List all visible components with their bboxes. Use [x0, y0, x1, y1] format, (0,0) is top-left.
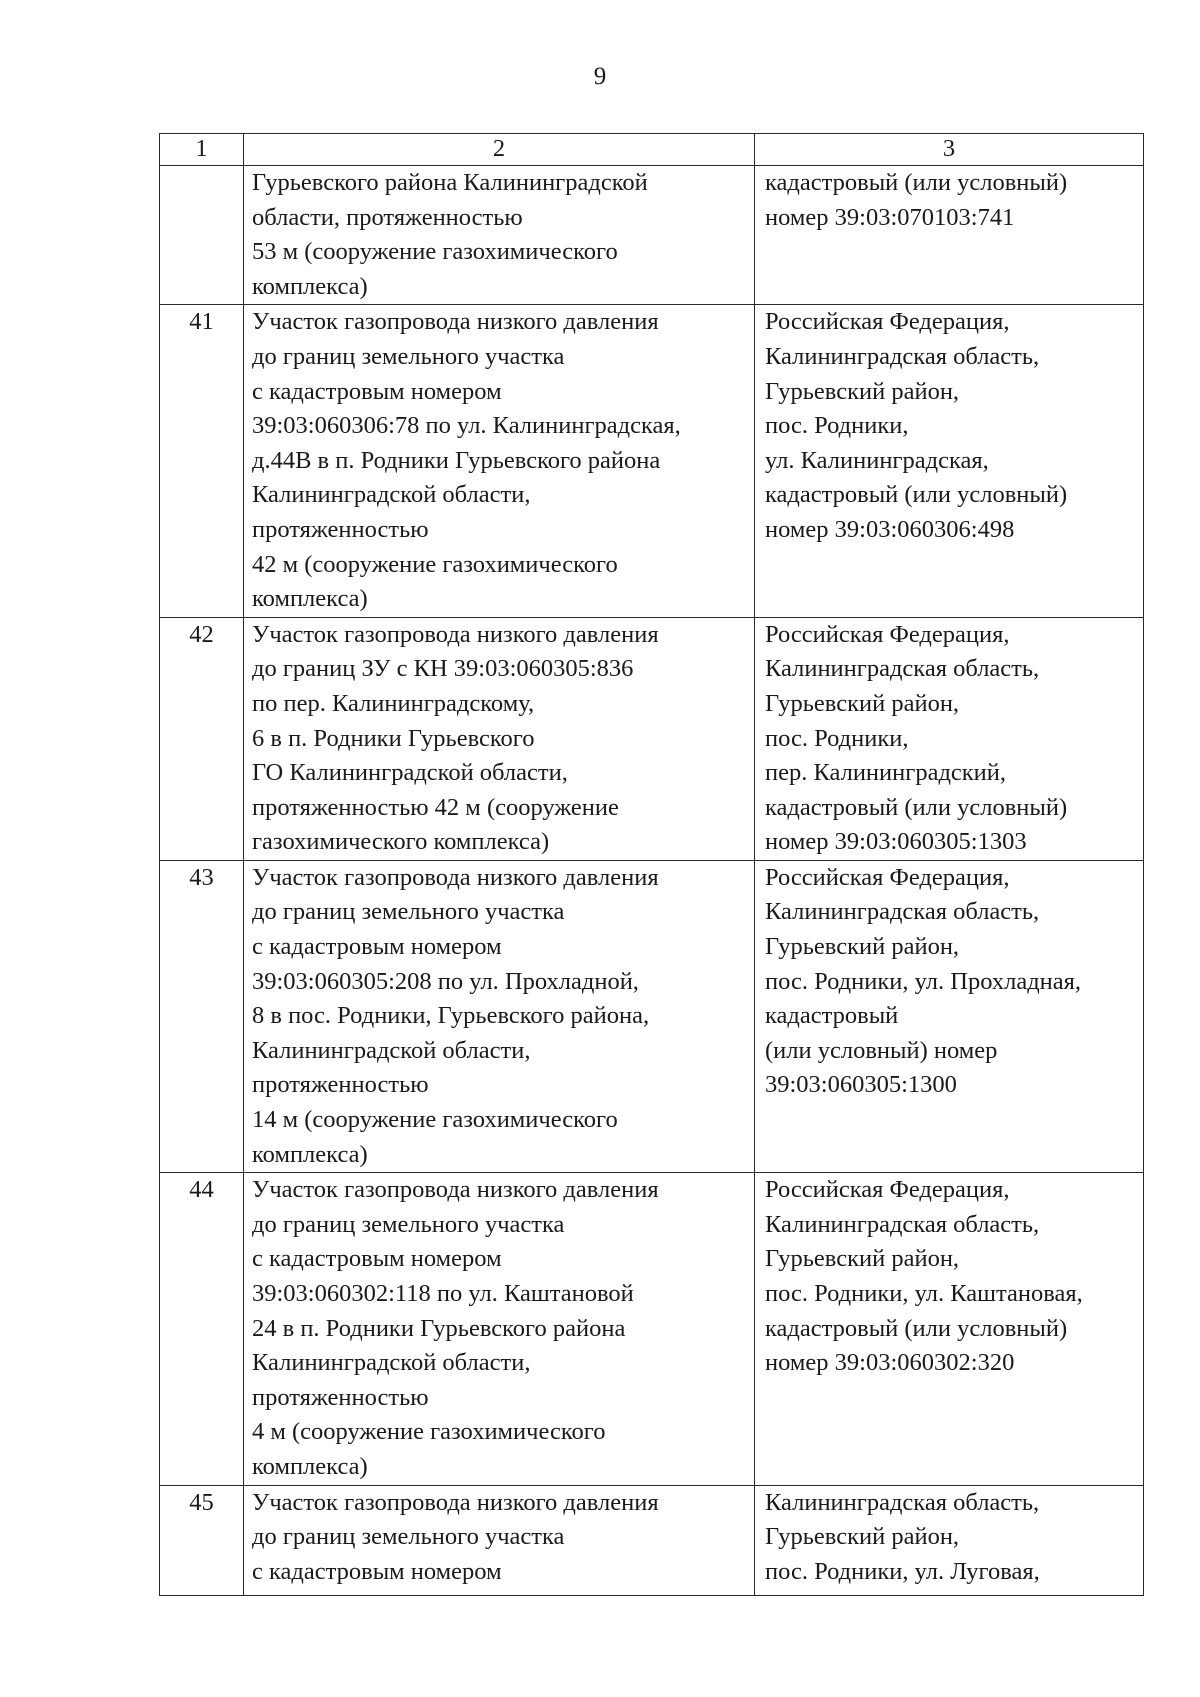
- property-table: [159, 133, 1144, 1596]
- table-header-row: [160, 134, 1144, 166]
- description-line: 39:03:060302:118 по ул. Каштановой: [252, 1280, 634, 1307]
- address-line: Калининградская область,: [765, 898, 1040, 926]
- description-line: протяженностью 42 м (сооружение: [252, 793, 619, 821]
- description-line: Участок газопровода низкого давления: [252, 620, 659, 648]
- row-number-cell: 43: [160, 860, 244, 1172]
- address-line: пос. Родники,: [765, 412, 909, 440]
- description-line: Участок газопровода низкого давления: [252, 308, 659, 336]
- description-line: до границ ЗУ с КН 39:03:060305:836: [252, 655, 634, 683]
- description-line: протяженностью: [252, 515, 429, 543]
- table-row: [160, 166, 1144, 305]
- address-line: номер 39:03:060302:320: [765, 1349, 1015, 1377]
- address-cell: [755, 617, 1144, 860]
- description-cell: [244, 1173, 755, 1485]
- address-line: Калининградская область,: [765, 655, 1040, 683]
- description-cell: [244, 1485, 755, 1595]
- description-line: ГО Калининградской области,: [252, 759, 568, 787]
- description-line: Участок газопровода низкого давления: [252, 1488, 659, 1516]
- address-cell: [755, 305, 1144, 617]
- table-row: [160, 1485, 1144, 1595]
- address-line: пос. Родники, ул. Прохладная,: [765, 967, 1082, 995]
- column-header-description: 2: [244, 134, 755, 166]
- description-line: 39:03:060306:78 по ул. Калининградская,: [252, 412, 681, 440]
- description-line: до границ земельного участка: [252, 342, 565, 370]
- description-line: 53 м (сооружение газохимического: [252, 238, 618, 266]
- address-line: ул. Калининградская,: [765, 446, 989, 474]
- address-cell: [755, 1173, 1144, 1485]
- address-cell: [755, 1485, 1144, 1595]
- description-line: Участок газопровода низкого давления: [252, 1176, 659, 1204]
- description-line: комплекса): [252, 1452, 368, 1480]
- address-line: Гурьевский район,: [765, 933, 960, 961]
- address-line: Гурьевский район,: [765, 1523, 960, 1551]
- address-line: Калининградская область,: [765, 1488, 1040, 1516]
- description-line: протяженностью: [252, 1071, 429, 1099]
- address-line: пос. Родники, ул. Каштановая,: [765, 1280, 1083, 1307]
- description-line: 39:03:060305:208 по ул. Прохладной,: [252, 967, 639, 995]
- address-cell: [755, 166, 1144, 305]
- row-number-cell: 44: [160, 1173, 244, 1485]
- description-line: до границ земельного участка: [252, 1523, 565, 1551]
- description-line: 8 в пос. Родники, Гурьевского района,: [252, 1002, 650, 1030]
- column-header-number: 1: [160, 134, 244, 166]
- address-line: Калининградская область,: [765, 342, 1040, 370]
- address-line: Калининградская область,: [765, 1210, 1040, 1238]
- description-line: 14 м (сооружение газохимического: [252, 1106, 618, 1134]
- address-line: Российская Федерация,: [765, 863, 1010, 891]
- address-line: пос. Родники, ул. Луговая,: [765, 1557, 1040, 1585]
- page-number: 9: [593, 63, 607, 90]
- address-line: Российская Федерация,: [765, 620, 1010, 648]
- address-line: номер 39:03:060305:1303: [765, 828, 1027, 856]
- description-cell: [244, 305, 755, 617]
- description-line: Калининградской области,: [252, 1036, 531, 1064]
- description-line: с кадастровым номером: [252, 1245, 502, 1273]
- table-row: [160, 860, 1144, 1172]
- description-line: с кадастровым номером: [252, 1557, 502, 1585]
- table-row: [160, 1173, 1144, 1485]
- description-line: комплекса): [252, 585, 368, 613]
- description-line: Калининградской области,: [252, 1349, 531, 1377]
- description-line: 6 в п. Родники Гурьевского: [252, 724, 535, 752]
- address-line: кадастровый (или условный): [765, 169, 1068, 196]
- row-number-cell: 45: [160, 1485, 244, 1595]
- address-line: кадастровый (или условный): [765, 1314, 1068, 1342]
- description-line: по пер. Калининградскому,: [252, 689, 535, 717]
- description-line: комплекса): [252, 272, 368, 300]
- description-line: 4 м (сооружение газохимического: [252, 1418, 606, 1446]
- address-line: кадастровый: [765, 1002, 899, 1030]
- description-cell: [244, 617, 755, 860]
- address-line: Российская Федерация,: [765, 308, 1010, 336]
- address-line: кадастровый (или условный): [765, 481, 1068, 509]
- description-line: до границ земельного участка: [252, 1210, 565, 1238]
- address-line: (или условный) номер: [765, 1036, 998, 1064]
- description-line: с кадастровым номером: [252, 933, 502, 961]
- description-cell: [244, 166, 755, 305]
- description-line: до границ земельного участка: [252, 898, 565, 926]
- address-line: Гурьевский район,: [765, 689, 960, 717]
- description-line: газохимического комплекса): [252, 828, 550, 856]
- address-line: 39:03:060305:1300: [765, 1071, 957, 1099]
- address-line: пер. Калининградский,: [765, 759, 1007, 787]
- description-line: с кадастровым номером: [252, 377, 502, 405]
- description-line: Гурьевского района Калининградской: [252, 169, 648, 196]
- description-line: 42 м (сооружение газохимического: [252, 550, 618, 578]
- description-line: комплекса): [252, 1140, 368, 1168]
- address-line: кадастровый (или условный): [765, 793, 1068, 821]
- address-line: пос. Родники,: [765, 724, 909, 752]
- column-header-address: 3: [755, 134, 1144, 166]
- table-row: [160, 305, 1144, 617]
- description-line: протяженностью: [252, 1383, 429, 1411]
- description-line: Участок газопровода низкого давления: [252, 863, 659, 891]
- address-line: номер 39:03:060306:498: [765, 515, 1015, 543]
- address-line: Российская Федерация,: [765, 1176, 1010, 1204]
- address-cell: [755, 860, 1144, 1172]
- address-line: Гурьевский район,: [765, 377, 960, 405]
- description-line: д.44В в п. Родники Гурьевского района: [252, 446, 661, 474]
- row-number-cell: 42: [160, 617, 244, 860]
- description-cell: [244, 860, 755, 1172]
- row-number-cell: 41: [160, 305, 244, 617]
- description-line: Калининградской области,: [252, 481, 531, 509]
- row-number-cell: [160, 166, 244, 305]
- description-line: области, протяженностью: [252, 203, 523, 231]
- table-row: [160, 617, 1144, 860]
- address-line: номер 39:03:070103:741: [765, 203, 1015, 231]
- address-line: Гурьевский район,: [765, 1245, 960, 1273]
- description-line: 24 в п. Родники Гурьевского района: [252, 1314, 626, 1342]
